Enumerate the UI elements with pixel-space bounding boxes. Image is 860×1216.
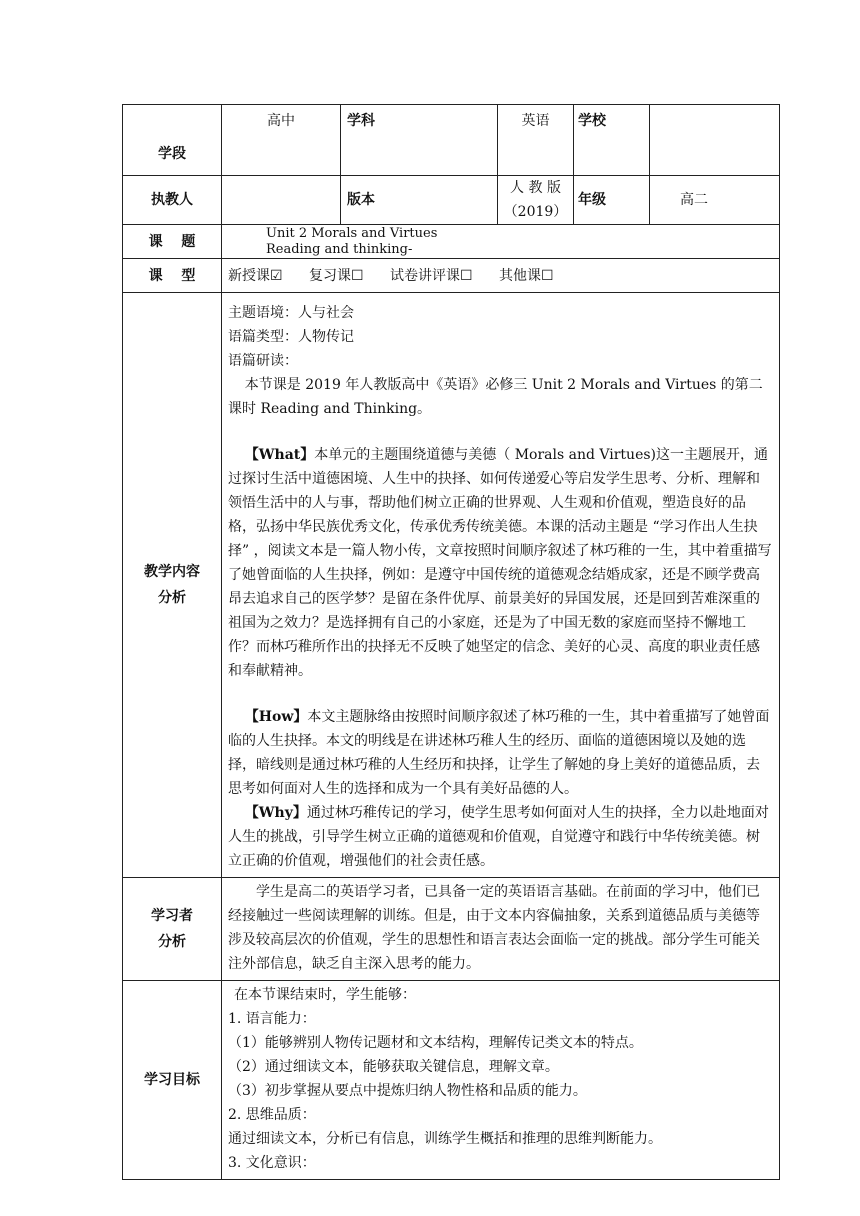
learner-analysis-label [123, 878, 222, 981]
topic-label: 课 题 [123, 225, 222, 259]
table-row-teacher [123, 176, 780, 225]
learner-analysis-text: 学生是高二的英语学习者，已具备一定的英语语言基础。在前面的学习中，他们已经接触过一些阅读理解的训练。但是，由于文本内容偏抽象，关系到道德品质与美德等涉及较高层次的价值观，学生的思想性和语言表达会面临一定的挑战。部分学生可能关注外部信息，缺乏自主深入思考的能力。 [228, 884, 760, 972]
table-row-objectives [123, 981, 780, 1180]
lesson-type-label: 课 型 [123, 259, 222, 293]
objectives-line: 1. 语言能力： [228, 1011, 316, 1027]
lesson-type-test-review: 试卷讲评课☐ [390, 267, 473, 284]
objectives-line: 2. 思维品质： [228, 1107, 316, 1123]
content-analysis-body [222, 293, 780, 878]
lesson-type-review: 复习课☐ [309, 267, 364, 284]
edition-value [498, 176, 574, 225]
objectives-body [222, 981, 780, 1180]
lesson-type-options [222, 259, 780, 293]
teacher-label: 执教人 [123, 176, 222, 225]
lesson-type-other: 其他课☐ [499, 267, 554, 284]
stage-label: 学段 [158, 146, 186, 162]
why-tag: 【Why】 [244, 805, 307, 821]
content-analysis-label-line2: 分析 [158, 590, 186, 606]
teacher-value [222, 176, 341, 225]
stage-label-cell [123, 105, 222, 176]
topic-value [222, 225, 780, 259]
subject-value: 英语 [498, 105, 574, 176]
content-analysis-label-line1: 教学内容 [144, 564, 200, 580]
grade-value: 高二 [650, 176, 780, 225]
objectives-line: 通过细读文本，分析已有信息，训练学生概括和推理的思维判断能力。 [228, 1131, 662, 1147]
lesson-plan-table [122, 104, 780, 1180]
objectives-label: 学习目标 [123, 981, 222, 1180]
lesson-type-new: 新授课☑ [228, 267, 283, 284]
theme-line: 主题语境：人与社会 [228, 305, 354, 321]
objectives-line: （2）通过细读文本，能够获取关键信息，理解文章。 [228, 1059, 559, 1075]
objectives-line: 3. 文化意识： [228, 1155, 316, 1171]
topic-line1: Unit 2 Morals and Virtues [266, 225, 438, 241]
edition-label: 版本 [341, 176, 498, 225]
topic-line2: Reading and thinking- [266, 241, 413, 257]
learner-analysis-label-line2: 分析 [158, 934, 186, 950]
study-line: 语篇研读： [228, 353, 298, 369]
objectives-line: （1）能够辨别人物传记题材和文本结构，理解传记类文本的特点。 [228, 1035, 643, 1051]
learner-analysis-label-line1: 学习者 [151, 908, 193, 924]
content-analysis-label [123, 293, 222, 878]
subject-label: 学科 [341, 105, 498, 176]
how-tag: 【How】 [244, 709, 308, 725]
edition-value-line1: 人 教 版 [510, 180, 561, 196]
objectives-line: 在本节课结束时，学生能够： [234, 987, 416, 1003]
school-value [650, 105, 780, 176]
table-row-lesson-type [123, 259, 780, 293]
what-tag: 【What】 [244, 447, 315, 463]
intro-paragraph: 本节课是 2019 年人教版高中《英语》必修三 Unit 2 Morals and Virtues 的第二课时 Reading and Thinking。 [228, 377, 763, 417]
what-paragraph: 本单元的主题围绕道德与美德（ Morals and Virtues)这一主题展开，通过探讨生活中道德困境、人生中的抉择、如何传递爱心等启发学生思考、分析、理解和领悟生活中的人与事，帮助他们树立正确的世界观、人生观和价值观，塑造良好的品格，弘扬中华民族优秀文化，传承优秀传统美德。本课的活动主题是 “学习作出人生抉择” ，阅读文本是一篇人物小传，文章按照时间顺序叙述了林巧稚的一生，其中着重描写了她曾面临的人生抉择，例如：是遵守中国传统的道德观念结婚成家，还是不顾学费高昂去追求自己的医学梦？是留在条件优厚、前景美好的异国发展，还是回到苦难深重的祖国为之效力？是选择拥有自己的小家庭，还是为了中国无数的家庭而坚持不懈地工作？而林巧稚所作出的抉择无不反映了她坚定的信念、美好的心灵、高度的职业责任感和奉献精神。 [228, 447, 772, 679]
genre-line: 语篇类型：人物传记 [228, 329, 354, 345]
learner-analysis-body [222, 878, 780, 981]
how-paragraph: 本文主题脉络由按照时间顺序叙述了林巧稚的一生，其中着重描写了她曾面临的人生抉择。本文的明线是在讲述林巧稚人生的经历、面临的道德困境以及她的选择，暗线则是通过林巧稚的人生经历和抉择，让学生了解她的身上美好的道德品质，去思考如何面对人生的选择和成为一个具有美好品德的人。 [228, 709, 770, 797]
table-row-topic [123, 225, 780, 259]
objectives-line: （3）初步掌握从要点中提炼归纳人物性格和品质的能力。 [228, 1083, 587, 1099]
table-row-content-analysis [123, 293, 780, 878]
why-paragraph: 通过林巧稚传记的学习，使学生思考如何面对人生的抉择，全力以赴地面对人生的挑战，引导学生树立正确的道德观和价值观，自觉遵守和践行中华传统美德。树立正确的价值观，增强他们的社会责任感。 [228, 805, 769, 869]
edition-value-line2: （2019） [503, 204, 568, 220]
stage-value: 高中 [222, 105, 341, 176]
grade-label: 年级 [574, 176, 650, 225]
school-label: 学校 [574, 105, 650, 176]
table-row-stage [123, 105, 780, 176]
table-row-learner-analysis [123, 878, 780, 981]
